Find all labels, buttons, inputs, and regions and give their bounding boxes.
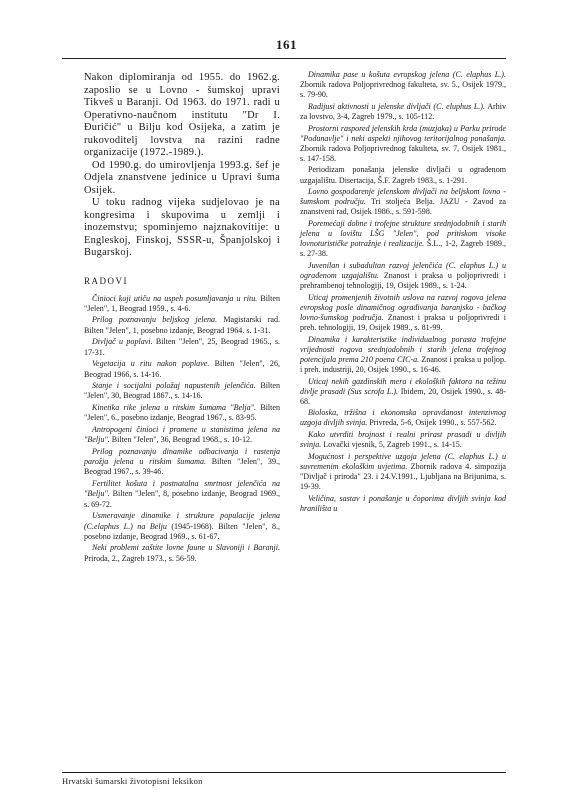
work-title: Uticaj promenjenih životnih uslova na razvoj rogova jelena evropskog posle dinamičnog ograđivanja baranjsko - bačkog lovno-šumskog područja.: [300, 292, 506, 322]
work-entry: [84, 447, 280, 477]
footer-text: Hrvatski šumarski životopisni leksikon: [62, 776, 203, 786]
biography-paragraph: Od 1990.g. do umirovljenja 1993.g. šef je Odjela znanstvene jedinice u Upravi šuma Osijek.: [84, 159, 280, 196]
work-entry: [300, 124, 506, 164]
work-citation: Znanost i praksa u poljoprivredi i prehrambenoj tehnologiji, 19, Osijek 1989., s. 1-24.: [300, 271, 506, 291]
work-entry: [84, 315, 280, 335]
work-title: Radijusi aktivnosti u jelenske divljači (C. eluphus L.).: [308, 101, 486, 111]
work-title: Dinamika i karakteristike individualnog porasta trofejne vrijednosti rogova srednjodobnih i starih jelena trofejnog potencijala prema 210 poena CIC-a.: [300, 334, 506, 364]
work-citation: Bilten "Jelen", 25, Beograd 1965., s. 17-31.: [84, 337, 281, 357]
work-title: Veličina, sastav i ponašanje u čoporima divljih svinja kod hranilišta u: [300, 493, 506, 513]
work-citation: Priroda, 2., Zagreb 1973., s. 56-59.: [84, 553, 197, 563]
work-entry: [84, 359, 280, 379]
work-title: Juvenilan i subadultan razvoj jelenčića (C. elaphus L.) u ograđenom uzgajalištu.: [300, 260, 506, 281]
work-title: Kinetika rike jelena u ritskim šumama "Belja".: [92, 403, 257, 413]
work-title: Lovno gospodarenje jelenskom divljači na beljskom lovno - šumskom području.: [300, 187, 506, 207]
right-column: [300, 70, 506, 516]
work-entry: [300, 430, 506, 450]
works-heading: RADOVI: [84, 275, 128, 286]
work-entry: [84, 294, 280, 314]
work-citation: Bilten "Jelen", 1, Beograd 1959., s. 4-6.: [84, 293, 280, 313]
work-title: Stanje i socijalni položaj napustenih jelenčića.: [92, 381, 256, 391]
works-list-left: [84, 294, 280, 564]
work-citation: Bilten "Jelen", 8, posebno izdanje, Beograd 1969., s. 69-72.: [84, 489, 280, 509]
work-entry: [300, 494, 506, 514]
left-column: [84, 72, 280, 565]
work-citation: Bilten "Jelen", 39., Beograd 1967., s. 39-46.: [84, 457, 281, 477]
work-citation: Privreda, 5-6, Osijek 1990., s. 557-562.: [367, 418, 497, 428]
work-citation: Ibidem, 20, Osijek 1990., s. 48-68.: [300, 386, 506, 406]
work-title: Vegetacija u ritu nakon poplave.: [92, 359, 210, 369]
work-citation: Zbornik radova 4. simpozija "Divljač i priroda" 23. i 24.V.1991., Ljubljana na Brijunima, s. 19-39.: [300, 461, 506, 492]
work-title: Kako utvrditi brojnost i realni prirast prasadi u divljih svinja.: [300, 430, 506, 450]
work-citation: Tri stoljeća Belja. JAZU - Zavod za znanstveni rad, Osijek 1986., s. 591-598.: [300, 197, 506, 217]
work-citation: Znanost i praksa u poljop. i preh. industriji, 20, Osijek 1990., s. 16-46.: [300, 354, 506, 374]
work-entry: [300, 452, 506, 492]
work-citation: Lovački vjesnik, 5, Zagreb 1991., s. 14-15.: [321, 440, 462, 450]
work-entry: [300, 293, 506, 333]
work-entry: [300, 187, 506, 217]
work-title: Uticaj nekih gazdinskih mera i ekoloških faktora na težinu divlje prasadi (Sus scrofa L.).: [300, 376, 506, 396]
work-citation: Zbornik radova Poljoprivrednog fakulteta, sv. 5., Osijek 1979., s. 79-90.: [300, 80, 506, 100]
works-list-right: [300, 70, 506, 514]
work-title: Prilog poznavanju dinamike odbacivanja i rastenja parožja jelena u ritskim šumama.: [84, 447, 280, 467]
work-title: Bioloska, tržišna i ekonomska opravdanost intenzivnog uzgoja divljih svinja.: [300, 408, 506, 428]
work-title: Dinamika pase u košuta evropskog jelena (C. elaphus L.).: [308, 70, 506, 79]
work-title: Neki problemi zaštite lovne faune u Slavoniji i Baranji.: [92, 543, 280, 553]
work-entry: [84, 403, 280, 423]
work-entry: [300, 102, 506, 122]
work-citation: Periodizam ponašanja jelenske divljači u ograđenom uzgajalištu. Disertacija, Š.F. Zagreb 1983., s. 1-291.: [300, 165, 506, 185]
biography-paragraph: U toku radnog vijeka sudjelovao je na kongresima i skupovima u zemlji i inozemstvu; spominjemo najznakovitije: u Engleskoj, Finskoj, SSSR-u, Španjolskoj i Bugarskoj.: [84, 197, 280, 258]
work-entry: [300, 219, 506, 259]
biography-paragraph: Nakon diplomiranja od 1955. do 1962.g. zaposlio se u Lovno - šumskoj upravi Tikveš u Baranji. Od 1963. do 1971. radi u Operativno-naučnom institutu "Dr I. Đuričić" u Bilju kod Osijeka, a zatim je rukovoditelj lovstva na razini radne organizacije (1972.-1989.).: [84, 72, 280, 158]
work-entry: [84, 543, 280, 563]
work-title: Antropogeni činioci i promene u stanistima jelena na "Belju".: [84, 425, 280, 445]
work-title: Fertilitet košuta i postnatalna smrtnost jelenčića na "Belju".: [84, 479, 280, 499]
work-entry: [84, 337, 280, 357]
work-citation: Bilten "Jelen", 26, Beograd 1966, s. 14-16.: [84, 359, 280, 379]
work-citation: (1945-1968). Bilten "Jelen", 8., posebno izdanje, Beograd 1969., s. 61-67.: [84, 521, 280, 541]
work-title: Prostorni raspored jelenskih krda (muzjaka) u Parku prirode "Podunavlje" i neki aspekti njihovog teritorijalnog ponašanja.: [300, 123, 506, 143]
work-entry: [84, 381, 280, 401]
work-entry: [300, 165, 506, 185]
work-title: Prilog poznavanju beljskog jelena.: [92, 315, 218, 325]
work-citation: Zbornik radova Poljoprivrednog fakulteta, sv. 7, Osijek 1981., s. 147-158.: [300, 143, 506, 163]
header-rule: [62, 58, 506, 59]
footer-rule: [62, 772, 506, 773]
work-entry: [84, 479, 280, 509]
work-entry: [300, 261, 506, 291]
work-entry: [300, 335, 506, 375]
work-citation: Bilten "Jelen", 6., posebno izdanje, Beograd 1967., s. 83-95.: [84, 403, 280, 423]
work-citation: Arhiv za lovstvo, 3-4, Zagreb 1979., s. 105-112.: [300, 101, 506, 121]
work-citation: Magistarski rad. Bilten "Jelen", 1, posebno izdanje, Beograd 1964. s. 1-31.: [84, 315, 280, 335]
work-citation: Bilten "Jelen", 36, Beograd 1968., s. 10-12.: [109, 435, 252, 445]
work-title: Mogućnost i perspektive uzgoja jelena (C. elaphus L.) u suvremenim ekološkim uvjetima.: [300, 451, 506, 471]
work-citation: Bilten "Jelen", 30, Beograd 1867., s. 14-16.: [84, 381, 280, 401]
work-citation: Š.L., 1-2, Zagreb 1989., s. 27-38.: [300, 239, 506, 259]
work-entry: [300, 408, 506, 428]
work-title: Poremećaji dobne i trofejne strukture srednjodobnih i starih jelena u lovištu LŠG "Jelen", pod pritiskom visoke lovnoturističke potražnje i realizacije.: [300, 219, 506, 249]
work-citation: Znanost i praksa u poljoprivredi i preh. tehnologiji, 19, Osijek 1989., s. 81-99.: [300, 312, 506, 332]
page-number: 161: [276, 37, 297, 52]
work-entry: [300, 70, 506, 100]
work-entry: [84, 425, 280, 445]
work-title: Divljač u poplavi.: [92, 337, 153, 347]
work-entry: [84, 511, 280, 541]
work-title: Usmeravanje dinamike i strukture populacije jelena (C.elaphus L.) na Belju: [84, 511, 280, 531]
work-title: Činioci koji utiču na uspeh posumljavanja u ritu.: [92, 293, 258, 303]
work-entry: [300, 377, 506, 407]
